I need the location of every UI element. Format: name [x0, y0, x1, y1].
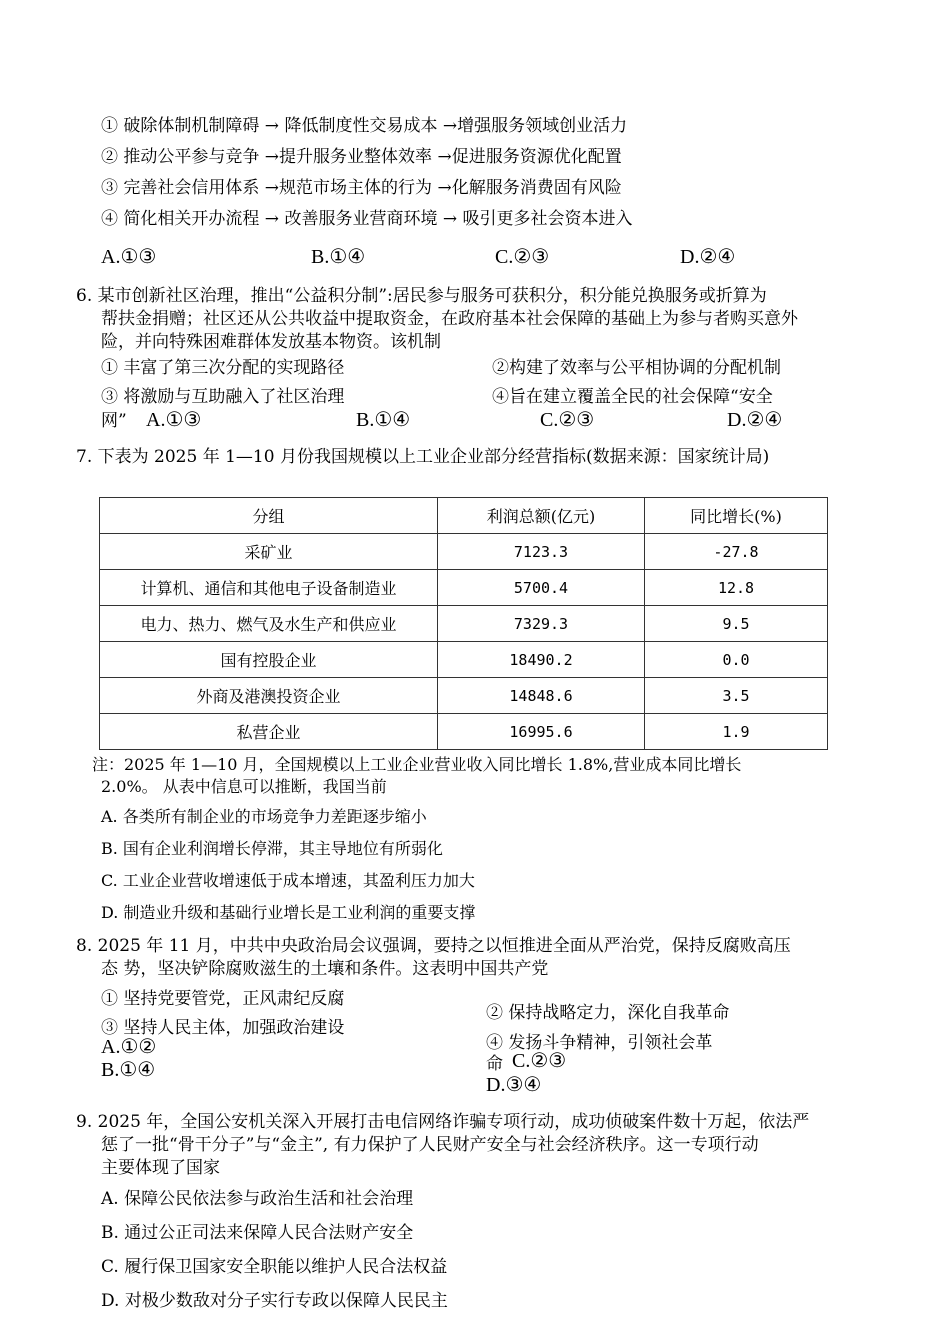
q8-option-4: ④ 发扬斗争精神，引领社会革 — [486, 1033, 713, 1053]
q8-answer-c: C.②③ — [512, 1050, 567, 1072]
q6-option-4: ④旨在建立覆盖全民的社会保障“安全 — [492, 387, 773, 407]
cell-profit: 7123.3 — [438, 534, 645, 570]
q5-answer-c: C.②③ — [495, 246, 550, 268]
q7-note-line-1: 注：2025 年 1—10 月，全国规模以上工业企业营业收入同比增长 1.8%,营业成本同比增长 — [92, 755, 742, 774]
q8-stem-line-2: 态 势，坚决铲除腐败滋生的土壤和条件。这表明中国共产党 — [101, 959, 549, 979]
q7-stem: 7. 下表为 2025 年 1—10 月份我国规模以上工业企业部分经营指标(数据来源：国家统计局) — [76, 447, 770, 467]
q6-answer-d: D.②④ — [727, 409, 783, 431]
cell-profit: 7329.3 — [438, 606, 645, 642]
table-row — [100, 714, 828, 750]
cell-profit: 5700.4 — [438, 570, 645, 606]
table-row — [100, 606, 828, 642]
q6-option-1: ① 丰富了第三次分配的实现路径 — [101, 358, 345, 378]
q7-option-a: A. 各类所有制企业的市场竞争力差距逐步缩小 — [101, 807, 427, 826]
q7-note-line-2: 2.0%。 从表中信息可以推断，我国当前 — [101, 777, 387, 796]
q9-stem-line-2: 惩了一批“骨干分子”与“金主”, 有力保护了人民财产安全与社会经济秩序。这一专项行动 — [101, 1135, 759, 1155]
table-row — [100, 570, 828, 606]
header-profit: 利润总额(亿元) — [438, 498, 645, 534]
cell-group: 私营企业 — [100, 714, 438, 750]
q9-option-b: B. 通过公正司法来保障人民合法财产安全 — [101, 1223, 414, 1243]
cell-profit: 18490.2 — [438, 642, 645, 678]
table-row — [100, 678, 828, 714]
q9-option-d: D. 对极少数敌对分子实行专政以保障人民民主 — [101, 1291, 448, 1311]
q9-option-c: C. 履行保卫国家安全职能以维护人民合法权益 — [101, 1257, 448, 1277]
cell-growth: 12.8 — [645, 570, 828, 606]
q6-option-3: ③ 将激励与互助融入了社区治理 — [101, 387, 345, 407]
q6-option-4-cont: 网” — [101, 411, 127, 431]
q6-stem-line-2: 帮扶金捐赠；社区还从公共收益中提取资金，在政府基本社会保障的基础上为参与者购买意外 — [101, 309, 798, 329]
q6-stem-line-1: 6. 某市创新社区治理，推出“公益积分制”:居民参与服务可获积分，积分能兑换服务或折算为 — [76, 286, 767, 306]
cell-group: 电力、热力、燃气及水生产和供应业 — [100, 606, 438, 642]
q6-option-2: ②构建了效率与公平相协调的分配机制 — [492, 358, 781, 378]
table-row — [100, 534, 828, 570]
cell-growth: -27.8 — [645, 534, 828, 570]
q5-option-4: ④ 简化相关开办流程 → 改善服务业营商环境 → 吸引更多社会资本进入 — [101, 209, 633, 229]
table-row — [100, 642, 828, 678]
q8-option-3: ③ 坚持人民主体，加强政治建设 — [101, 1018, 345, 1038]
q6-answer-a: A.①③ — [146, 409, 202, 431]
q8-answer-a: A.①② — [101, 1036, 157, 1058]
cell-growth: 9.5 — [645, 606, 828, 642]
q5-option-1: ① 破除体制机制障碍 → 降低制度性交易成本 →增强服务领域创业活力 — [101, 116, 628, 136]
q7-option-d: D. 制造业升级和基础行业增长是工业利润的重要支撑 — [101, 903, 476, 922]
q5-option-3: ③ 完善社会信用体系 →规范市场主体的行为 →化解服务消费固有风险 — [101, 178, 622, 198]
header-growth: 同比增长(%) — [645, 498, 828, 534]
q5-answer-b: B.①④ — [311, 246, 366, 268]
cell-profit: 16995.6 — [438, 714, 645, 750]
q6-stem-line-3: 险，并向特殊困难群体发放基本物资。该机制 — [101, 332, 441, 352]
q5-answer-a: A.①③ — [101, 246, 157, 268]
q5-answer-d: D.②④ — [680, 246, 736, 268]
cell-group: 采矿业 — [100, 534, 438, 570]
q8-option-1: ① 坚持党要管党，正风肃纪反腐 — [101, 989, 345, 1009]
cell-group: 计算机、通信和其他电子设备制造业 — [100, 570, 438, 606]
cell-group: 国有控股企业 — [100, 642, 438, 678]
q9-option-a: A. 保障公民依法参与政治生活和社会治理 — [101, 1189, 414, 1209]
cell-group: 外商及港澳投资企业 — [100, 678, 438, 714]
cell-growth: 3.5 — [645, 678, 828, 714]
q9-stem-line-1: 9. 2025 年，全国公安机关深入开展打击电信网络诈骗专项行动，成功侦破案件数十万起，依法严 — [76, 1112, 810, 1132]
q8-answer-b: B.①④ — [101, 1059, 156, 1081]
q8-option-4-cont: 命 — [486, 1054, 503, 1074]
cell-growth: 0.0 — [645, 642, 828, 678]
cell-growth: 1.9 — [645, 714, 828, 750]
table-header-row — [100, 498, 828, 534]
q6-answer-b: B.①④ — [356, 409, 411, 431]
cell-profit: 14848.6 — [438, 678, 645, 714]
q6-answer-c: C.②③ — [540, 409, 595, 431]
q8-option-2: ② 保持战略定力，深化自我革命 — [486, 1003, 730, 1023]
q5-option-2: ② 推动公平参与竞争 →提升服务业整体效率 →促进服务资源优化配置 — [101, 147, 622, 167]
q8-stem-line-1: 8. 2025 年 11 月，中共中央政治局会议强调，要持之以恒推进全面从严治党，保持反腐败高压 — [76, 936, 791, 956]
q7-option-c: C. 工业企业营收增速低于成本增速，其盈利压力加大 — [101, 871, 475, 890]
q9-stem-line-3: 主要体现了国家 — [101, 1158, 220, 1178]
q8-answer-d: D.③④ — [486, 1074, 542, 1096]
header-group: 分组 — [100, 498, 438, 534]
profit-table — [99, 497, 828, 750]
q7-option-b: B. 国有企业利润增长停滞，其主导地位有所弱化 — [101, 839, 443, 858]
